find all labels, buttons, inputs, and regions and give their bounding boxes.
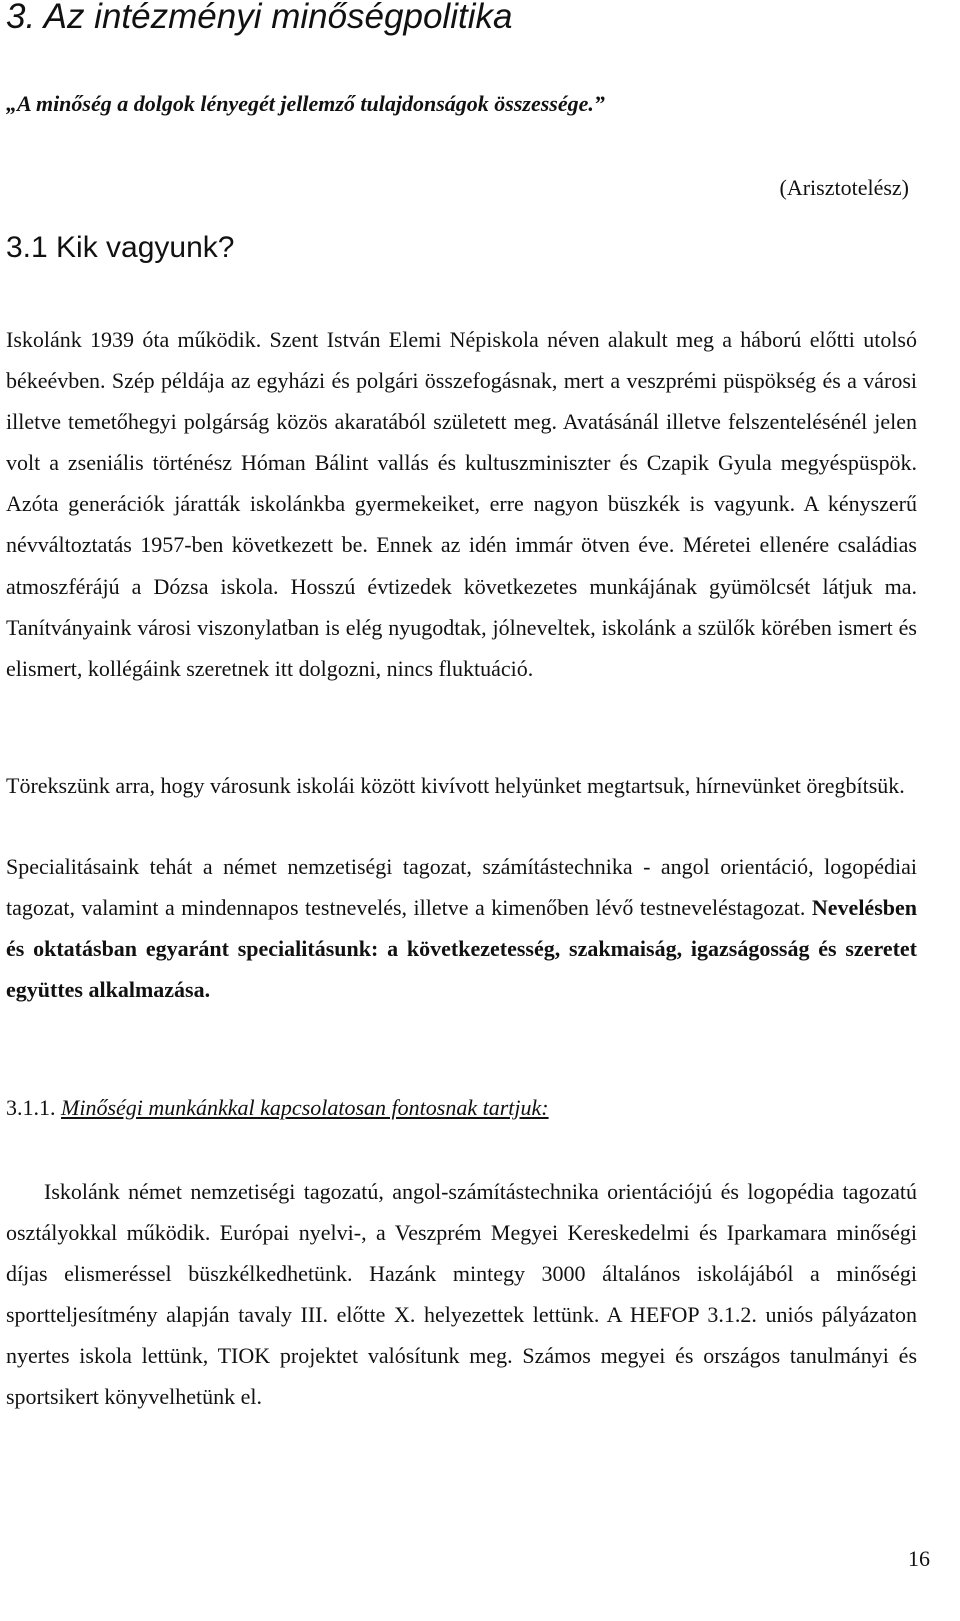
paragraph-specialities <box>6 846 917 1010</box>
subsection-heading <box>6 1094 549 1122</box>
paragraph-history <box>6 319 917 689</box>
paragraph-goals-text: Törekszünk arra, hogy városunk iskolái között kivívott helyünket megtartsuk, hírnevünket öregbítsük. <box>6 773 905 798</box>
paragraph-specialities-text <box>6 846 917 1010</box>
paragraph-goals <box>6 765 917 806</box>
motto-author: (Arisztotelész) <box>779 175 909 200</box>
paragraph-history-text: Iskolánk 1939 óta működik. Szent István Elemi Népiskola néven alakult meg a háború előtti utolsó békeévben. Szép példája az egyházi és polgári összefogásnak, mert a veszprémi püspökség és a városi illetve temetőhegyi polgárság közös akaratából született meg. Avatásánál illetve felszentelésénél jelen volt a zseniális történész Hóman Bálint vallás és kultuszminiszter és Czapik Gyula megyéspüspök. Azóta generációk járatták iskolánkba gyermekeiket, erre nagyon büszkék is vagyunk. A kényszerű névváltoztatás 1957-ben következett be. Ennek az idén immár ötven éve. Méretei ellenére családias atmoszférájú a Dózsa iskola. Hosszú évtizedek következetes munkájának gyümölcsét látjuk ma. Tanítványaink városi viszonylatban is elég nyugodtak, jólneveltek, iskolánk a szülők körében ismert és elismert, kollégáink szeretnek itt dolgozni, nincs fluktuáció. <box>6 327 917 681</box>
paragraph-achievements-text: Iskolánk német nemzetiségi tagozatú, angol-számítástechnika orientációjú és logopédia tagozatú osztályokkal működik. Európai nyelvi-, a Veszprém Megyei Kereskedelmi és Iparkamara minőségi díjas elismeréssel büszkélkedhetünk. Hazánk mintegy 3000 általános iskolájából a minőségi sportteljesítmény alapján tavaly III. előtte X. helyezettek lettünk. A HEFOP 3.1.2. uniós pályázaton nyertes iskola lettünk, TIOK projektet valósítunk meg. Számos megyei és országos tanulmányi és sportsikert könyvelhetünk el. <box>6 1179 917 1410</box>
motto-quote: „A minőség a dolgok lényegét jellemző tulajdonságok összessége.” <box>6 91 605 116</box>
specialities-bold-text: Nevelésben és oktatásban egyaránt specialitásunk: a következetesség, szakmaiság, igazságosság és szeretet együttes alkalmazása. <box>6 895 917 1003</box>
chapter-heading: 3. Az intézményi minőségpolitika <box>6 0 513 36</box>
subsection-title: Minőségi munkánkkal kapcsolatosan fontosnak tartjuk: <box>61 1095 549 1120</box>
paragraph-achievements <box>6 1171 917 1418</box>
section-heading: 3.1 Kik vagyunk? <box>6 231 235 264</box>
page-number: 16 <box>908 1546 930 1571</box>
specialities-plain-text: Specialitásaink tehát a német nemzetiségi tagozat, számítástechnika - angol orientáció, logopédiai tagozat, valamint a mindennapos testnevelés, illetve a kimenőben lévő testneveléstagozat. <box>6 854 917 921</box>
subsection-number: 3.1.1. <box>6 1095 56 1120</box>
